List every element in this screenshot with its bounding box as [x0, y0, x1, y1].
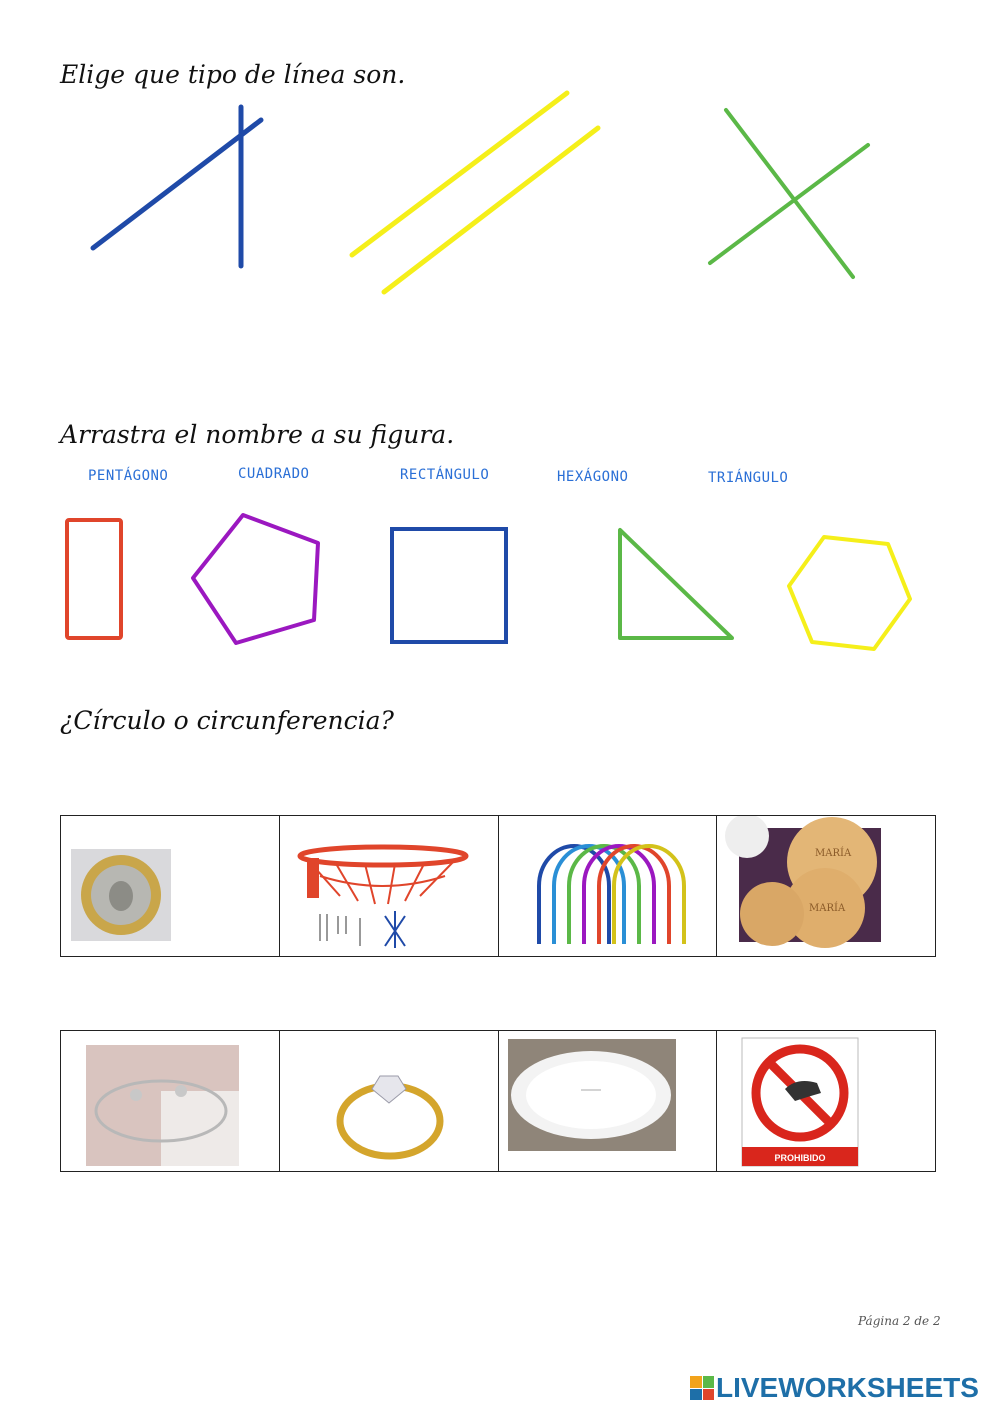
- section3-heading: ¿Círculo o circunferencia?: [60, 706, 394, 735]
- cell-coin[interactable]: [61, 816, 280, 956]
- biscuit-label: MARÍA: [815, 848, 852, 859]
- liveworksheets-brand[interactable]: [690, 1372, 979, 1404]
- blue-square-shape[interactable]: [392, 529, 506, 642]
- label-triangulo[interactable]: TRIÁNGULO: [708, 470, 789, 486]
- basketball-hoop-image: [280, 816, 499, 956]
- label-pentagono[interactable]: PENTÁGONO: [88, 468, 169, 484]
- label-cuadrado[interactable]: CUADRADO: [238, 466, 310, 482]
- label-hexagono[interactable]: HEXÁGONO: [557, 469, 629, 485]
- red-rectangle-shape[interactable]: [67, 520, 121, 638]
- green-triangle-shape[interactable]: [620, 530, 732, 638]
- cell-bracelet[interactable]: [61, 1031, 280, 1171]
- cell-prohibition-sign[interactable]: [717, 1031, 935, 1171]
- shapes-drawing: [0, 0, 999, 700]
- section1-heading: Elige que tipo de línea son.: [60, 60, 406, 89]
- brand-logo-icon: [690, 1376, 714, 1400]
- sign-text: PROHIBIDO: [774, 1153, 826, 1163]
- cell-ring[interactable]: [280, 1031, 499, 1171]
- biscuit-label-2: MARÍA: [809, 903, 846, 914]
- cell-biscuits[interactable]: [717, 816, 935, 956]
- cell-basketball-hoop[interactable]: [280, 816, 499, 956]
- bracelet-image: [61, 1031, 280, 1171]
- page-number: Página 2 de 2: [858, 1314, 941, 1328]
- section2-heading: Arrastra el nombre a su figura.: [60, 420, 455, 449]
- objects-row-2: [60, 1030, 936, 1172]
- objects-row-1: [60, 815, 936, 957]
- cell-hula-hoops[interactable]: [499, 816, 718, 956]
- label-rectangulo[interactable]: RECTÁNGULO: [400, 467, 490, 483]
- biscuits-image: [717, 816, 935, 956]
- prohibition-sign-image: [717, 1031, 935, 1171]
- brand-text: LIVEWORKSHEETS: [716, 1372, 979, 1403]
- hula-hoops-image: [499, 816, 718, 956]
- plate-image: [499, 1031, 718, 1171]
- coin-image: [61, 816, 280, 956]
- yellow-hexagon-shape[interactable]: [789, 537, 910, 649]
- purple-pentagon-shape[interactable]: [193, 515, 318, 643]
- ring-image: [280, 1031, 499, 1171]
- cell-plate[interactable]: [499, 1031, 718, 1171]
